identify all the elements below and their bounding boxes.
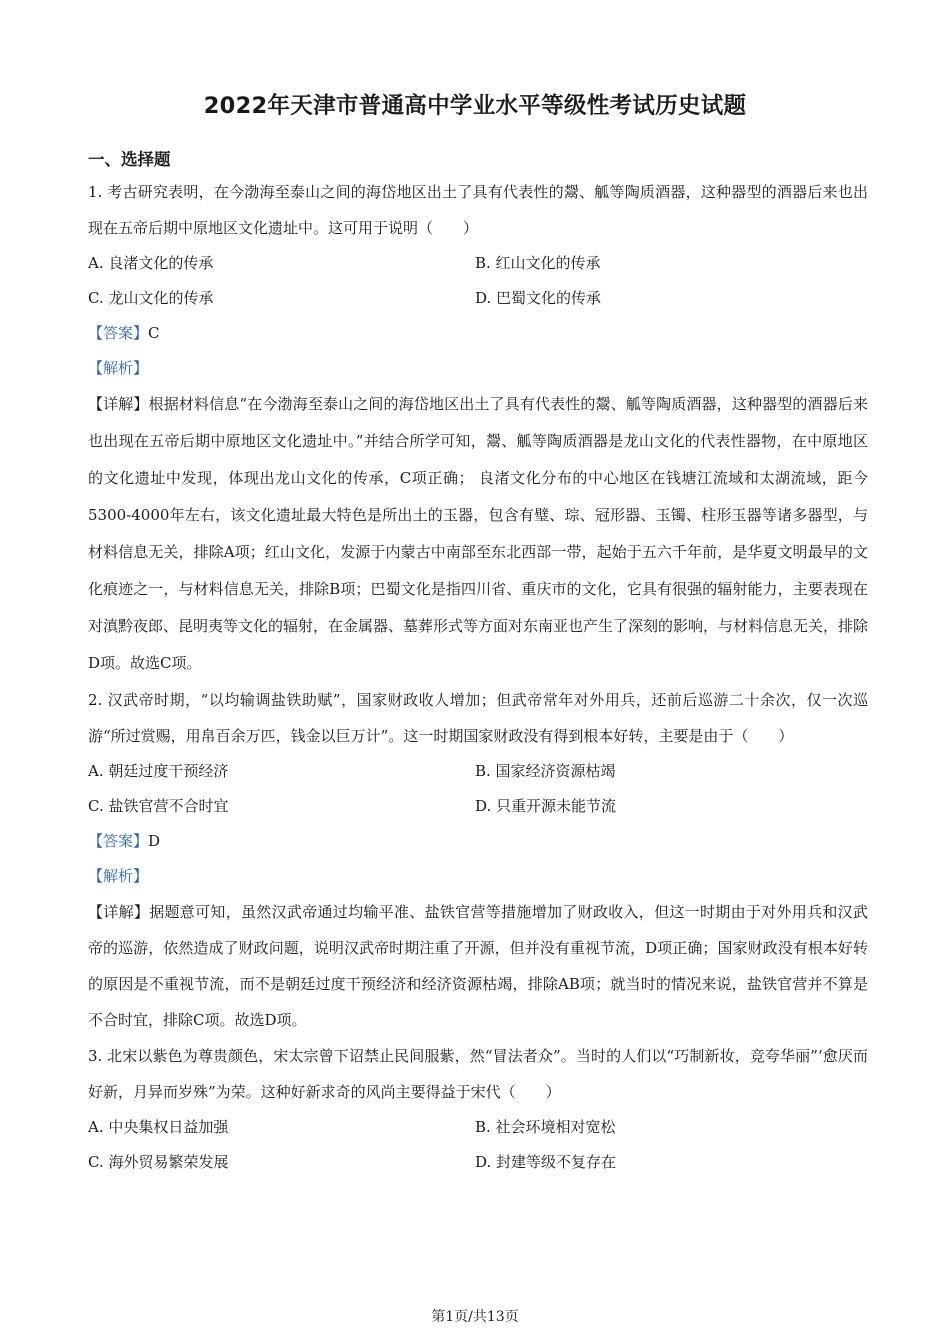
question-2-analysis [88,859,868,894]
question-1-options-row-1 [88,246,868,281]
question-1-option-b: B. 红山文化的传承 [475,254,601,272]
question-1-options-row-2 [88,281,868,316]
question-1-option-d: D. 巴蜀文化的传承 [475,289,602,307]
detail-tag: 【详解】 [88,395,149,413]
answer-value: D [148,832,161,850]
question-2-option-c: C. 盐铁官营不合时宜 [88,797,229,815]
question-1-detail [88,386,868,682]
answer-tag: 【答案】 [88,324,149,342]
question-2-detail [88,894,868,1038]
question-2-stem: 2. 汉武帝时期，“以均输调盐铁助赋”，国家财政收人增加；但武帝常年对外用兵，还前后巡游二十余次，仅一次巡游“所过赏赐，用帛百余万匹，钱金以巨万计”。这一时期国家财政没有得到根本好转，主要是由于（ ） [88,691,868,745]
question-3-option-b: B. 社会环境相对宽松 [475,1118,616,1136]
question-3-option-c: C. 海外贸易繁荣发展 [88,1153,229,1171]
analysis-tag: 【解析】 [88,867,149,885]
question-2-option-a: A. 朝廷过度干预经济 [88,762,229,780]
detail-text: 根据材料信息“在今渤海至泰山之间的海岱地区出土了具有代表性的鬶、觚等陶质酒器，这种器型的酒器后来也出现在五帝后期中原地区文化遗址中。”并结合所学可知，鬶、觚等陶质酒器是龙山文化的代表性器物，在中原地区的文化遗址中发现，体现出龙山文化的传承，C项正确； 良渚文化分布的中心地区在钱塘江流域和太湖流域，距今5300-4000年左右，该文化遗址最大特色是所出土的玉器，包含有璧、琮、冠形器、玉镯、柱形玉器等诸多器型，与材料信息无关，排除A项；红山文化，发源于内蒙古中南部至东北西部一带，起始于五六千年前，是华夏文明最早的文化痕迹之一，与材料信息无关，排除B项；巴蜀文化是指四川省、重庆市的文化，它具有很强的辐射能力，主要表现在对滇黔夜郎、昆明夷等文化的辐射，在金属器、墓葬形式等方面对东南亚也产生了深刻的影响，与材料信息无关，排除D项。故选C项。 [88,395,869,672]
question-2-options-row-1 [88,754,868,789]
question-2-options-row-2 [88,789,868,824]
question-3-option-a: A. 中央集权日益加强 [88,1118,229,1136]
detail-tag: 【详解】 [88,903,150,921]
section-heading: 一、选择题 [88,150,171,169]
analysis-tag: 【解析】 [88,359,149,377]
question-3-stem: 3. 北宋以紫色为尊贵颜色，宋太宗曾下诏禁止民间服紫，然“冒法者众”。当时的人们以“巧制新妆，竞夸华丽”‘愈厌而好新，月异而岁殊”为荣。这种好新求奇的风尚主要得益于宋代（ ） [88,1047,868,1101]
answer-tag: 【答案】 [88,832,149,850]
question-2-option-b: B. 国家经济资源枯竭 [475,762,616,780]
page-title: 2022年天津市普通高中学业水平等级性考试历史试题 [203,93,747,119]
question-1-analysis [88,351,868,386]
question-1-stem: 1. 考古研究表明，在今渤海至泰山之间的海岱地区出土了具有代表性的鬶、觚等陶质酒器，这种器型的酒器后来也出现在五帝后期中原地区文化遗址中。这可用于说明（ ） [88,183,868,237]
page-footer: 第1页/共13页 [431,1309,519,1325]
question-2-answer [88,824,868,859]
question-3-option-d: D. 封建等级不复存在 [475,1153,617,1171]
question-1-option-c: C. 龙山文化的传承 [88,289,214,307]
answer-value: C [148,324,160,342]
question-2-option-d: D. 只重开源未能节流 [475,797,617,815]
question-1-option-a: A. 良渚文化的传承 [88,254,214,272]
question-3-options-row-1 [88,1110,868,1145]
question-3-options-row-2 [88,1145,868,1180]
questions-content [88,174,868,1180]
detail-text: 据题意可知，虽然汉武帝通过均输平准、盐铁官营等措施增加了财政收入，但这一时期由于对外用兵和汉武帝的巡游，依然造成了财政问题，说明汉武帝时期注重了开源，但并没有重视节流，D项正确；国家财政没有根本好转的原因是不重视节流，而不是朝廷过度干预经济和经济资源枯竭，排除AB项；就当时的情况来说，盐铁官营并不算是不合时宜，排除C项。故选D项。 [88,903,868,1029]
question-1-answer [88,316,868,351]
